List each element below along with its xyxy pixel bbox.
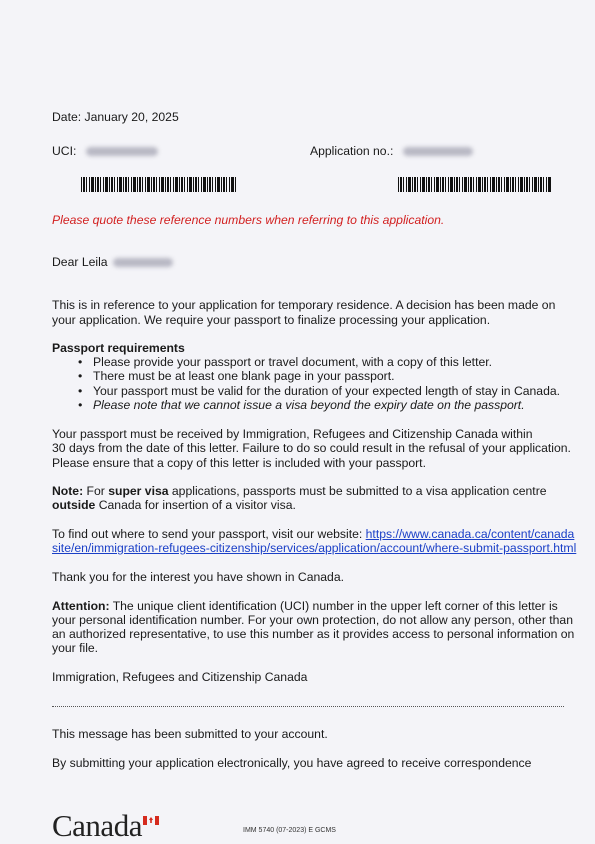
deadline-line-2: 30 days from the date of this letter. Failure to do so could result in the refusal of your application. — [52, 441, 571, 455]
salutation — [52, 255, 173, 270]
uci-barcode — [81, 177, 236, 192]
note-label: Note: — [52, 484, 84, 498]
requirements-heading: Passport requirements — [52, 341, 185, 355]
thanks-line: Thank you for the interest you have shown in Canada. — [52, 570, 345, 584]
uci-redacted — [86, 147, 158, 156]
intro-line-2: your application. We require your passport to finalize processing your application. — [52, 313, 491, 327]
note-line-1: Note: For super visa applications, passports must be submitted to a visa application centre — [52, 484, 547, 498]
form-code: IMM 5740 (07-2023) E GCMS — [243, 827, 336, 834]
requirement-item: • Please provide your passport or travel document, with a copy of this letter. — [78, 355, 492, 370]
attention-line-1: Attention: The unique client identification (UCI) number in the upper left corner of this letter is — [52, 599, 558, 613]
application-redacted — [403, 147, 473, 156]
note-line-2: outside Canada for insertion of a visitor visa. — [52, 498, 296, 512]
canada-flag-icon — [143, 816, 159, 825]
submitted-line: This message has been submitted to your account. — [52, 727, 328, 741]
attention-line-2: your personal identification number. For your own protection, do not allow any person, other than — [52, 613, 573, 627]
application-label: Application no.: — [310, 144, 394, 158]
deadline-line-1: Your passport must be received by Immigration, Refugees and Citizenship Canada within — [52, 427, 533, 441]
attention-line-3: an authorized representative, to use this number as it provides access to personal information on — [52, 627, 575, 641]
requirement-item: • There must be at least one blank page in your passport. — [78, 369, 394, 384]
attention-line-4: your file. — [52, 641, 99, 655]
salutation-dear: Dear — [52, 255, 79, 269]
date-line — [52, 110, 179, 124]
canada-wordmark: Canada — [52, 808, 142, 843]
application-barcode — [398, 177, 552, 192]
separator — [52, 706, 564, 707]
salutation-name: Leila — [81, 255, 108, 269]
signature: Immigration, Refugees and Citizenship Canada — [52, 670, 308, 684]
reference-note: Please quote these reference numbers when referring to this application. — [52, 213, 445, 227]
date-label: Date: — [52, 110, 82, 124]
requirement-item: • Your passport must be valid for the duration of your expected length of stay in Canada. — [78, 384, 560, 399]
find-out-line-2 — [52, 541, 576, 556]
application-line — [310, 144, 473, 158]
uci-line — [52, 144, 158, 158]
date-value: January 20, 2025 — [84, 110, 179, 124]
name-redacted — [113, 258, 173, 267]
attention-label: Attention: — [52, 599, 110, 613]
agreement-line: By submitting your application electronically, you have agreed to receive correspondence — [52, 756, 532, 770]
where-submit-link[interactable]: https://www.canada.ca/content/canada — [365, 527, 575, 541]
requirement-item: • Please note that we cannot issue a visa beyond the expiry date on the passport. — [78, 398, 525, 413]
where-submit-link-continued[interactable]: site/en/immigration-refugees-citizenship/services/application/account/where-submit-passport.html — [52, 541, 577, 555]
uci-label: UCI: — [52, 144, 77, 158]
find-out-line-1: To find out where to send your passport, visit our website: https://www.canada.ca/content/canada — [52, 527, 575, 541]
intro-line-1: This is in reference to your application for temporary residence. A decision has been made on — [52, 298, 556, 312]
deadline-line-3: Please ensure that a copy of this letter is included with your passport. — [52, 456, 426, 470]
